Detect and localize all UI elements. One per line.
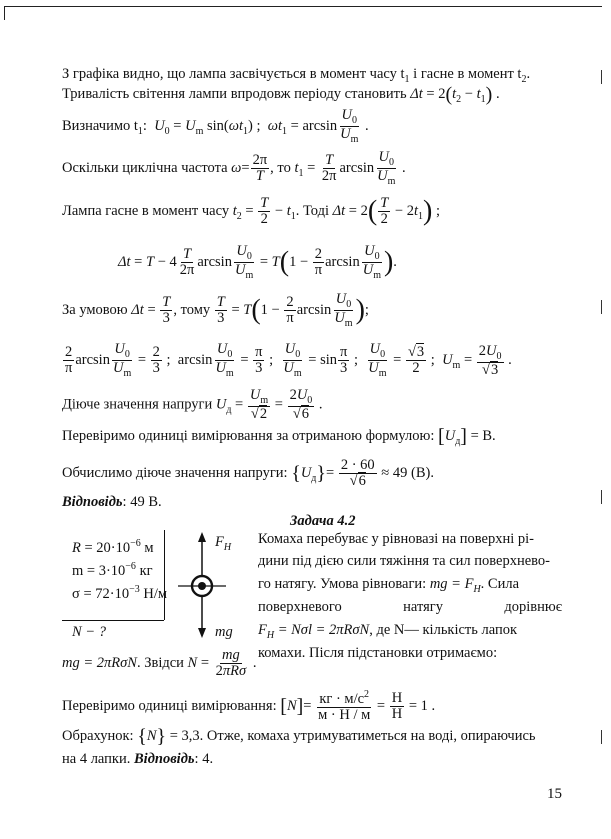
problem-text-6: комахи. Після підстановки отримаємо: xyxy=(258,645,498,661)
formula-line-9: Діюче значення напруги $U_д$ = $\frac{U_m}{√2}$ = $\frac{2U_0}{√6}$ . xyxy=(62,387,323,423)
page-frame-top xyxy=(4,6,602,7)
margin-mark xyxy=(601,70,602,84)
text-line-2: Тривалість світення лампи впродовж періоду становить $\Delta t = 2(t_2 - t_1)$ . xyxy=(62,83,500,106)
margin-mark xyxy=(601,300,602,314)
text-line-10: Перевіримо одиниці вимірювання за отриманою формулою: $[U_д] = В$. xyxy=(62,425,496,448)
given-divider-vertical xyxy=(164,530,165,620)
text-line-1: З графіка видно, що лампа засвічується в момент часу $t_1$ і гасне в момент $t_2$. xyxy=(62,66,531,85)
formula-line-8: $\frac{2}{\pi}$ arcsin $\frac{U_0}{U_m}$ = $\frac{2}{3}$ ; arcsin $\frac{U_0}{U_m}$ = $\frac{\pi}{3}$ ; $\frac{U_0}{U_m}$ = sin $\frac{\pi}{3}$ ; $\frac{U_0}{U_m}$ = $\frac{√3}{2}$ ; $U_m$ = $\frac{2U_0}{√3}$ . xyxy=(65,341,512,380)
force-label-bottom: mg xyxy=(215,624,233,640)
problem-text-3: го натягу. Умова рівноваги: mg = $F_H$. Сила xyxy=(258,576,520,595)
force-diagram xyxy=(178,530,248,642)
text-e4: на 4 лапки. Відповідь: 4. xyxy=(62,751,214,767)
given-divider-horizontal xyxy=(62,620,164,621)
formula-line-5: Лампа гасне в момент часу $t_2$ = $\frac{T}{2}$ − $t_1$. Тоді Δt = 2( $\frac{T}{2}$ − $2t_1$) ; xyxy=(62,195,440,228)
formula-line-11: Обчислимо діюче значення напруги: $\{U_д\}=$ $\frac{2 \cdot 60}{√6}$ ≈ 49 (В). xyxy=(62,457,434,490)
find-N: N − ? xyxy=(72,624,106,640)
answer-1: Відповідь: 49 В. xyxy=(62,494,162,510)
problem-text-5: $F_H = N\sigma l = 2\pi R\sigma N$, де N— кількість лапок xyxy=(258,622,518,641)
formula-line-4: Оскільки циклічна частота ω= $\frac{2\pi}{T}$ , то $t_1$ = $\frac{T}{2\pi}$ arcsin $\frac{U_0}{U_m}$ . xyxy=(62,149,406,188)
margin-mark xyxy=(601,490,602,504)
problem-text-4: поверхневого натягу дорівнює xyxy=(258,599,562,615)
given-sigma: $\sigma = 72\cdot 10^{-3}$ Н/м xyxy=(72,584,168,602)
formula-line-7: За умовою Δt = $\frac{T}{3}$ , тому $\frac{T}{3}$ = T(1 − $\frac{2}{\pi}$ arcsin $\frac{U_0}{U_m}$ ); xyxy=(62,291,369,330)
page-number: 15 xyxy=(547,786,562,802)
margin-mark xyxy=(601,730,602,744)
formula-line-6: Δt = T − 4 $\frac{T}{2\pi}$ arcsin $\frac{U_0}{U_m}$ = T(1 − $\frac{2}{\pi}$ arcsin $\frac{U_0}{U_m}$ ). xyxy=(118,243,397,282)
page-frame-left xyxy=(4,6,5,20)
formula-line-3: Визначимо $t_1$: $U_0 = U_m$ $\sin(\omega t_1)$ ; $\omega t_1 = \arcsin$ $\frac{U_0}{U_m}$ . xyxy=(62,107,369,146)
formula-e1: mg = 2πRσN. Звідси N = $\frac{mg}{\text{2πRσ}}$ . xyxy=(62,647,257,680)
given-m: $m = 3\cdot 10^{-6}$ кг xyxy=(72,561,153,579)
formula-e2: Перевіримо одиниці вимірювання: [N]= $\frac{кг \cdot м/с^2}{м \cdot Н / м}$ = $\frac{Н}{Н}$ = 1 . xyxy=(62,689,436,724)
problem-text-1: Комаха перебуває у рівновазі на поверхні рі- xyxy=(258,531,534,547)
force-label-top: $F_H$ xyxy=(215,534,232,553)
insect-center-icon xyxy=(198,582,206,590)
problem-text-2: дини під дією сили тяжіння та сил поверхнево- xyxy=(258,553,551,569)
arrow-head-down xyxy=(198,628,206,638)
problem-title: Задача 4.2 xyxy=(290,513,356,529)
text-e3: Обрахунок: {N} = 3,3. Отже, комаха утримуватиметься на воді, опираючись xyxy=(62,725,536,748)
arrow-head-up xyxy=(198,532,206,542)
given-R: $R = 20\cdot 10^{-6}$ м xyxy=(72,538,154,556)
